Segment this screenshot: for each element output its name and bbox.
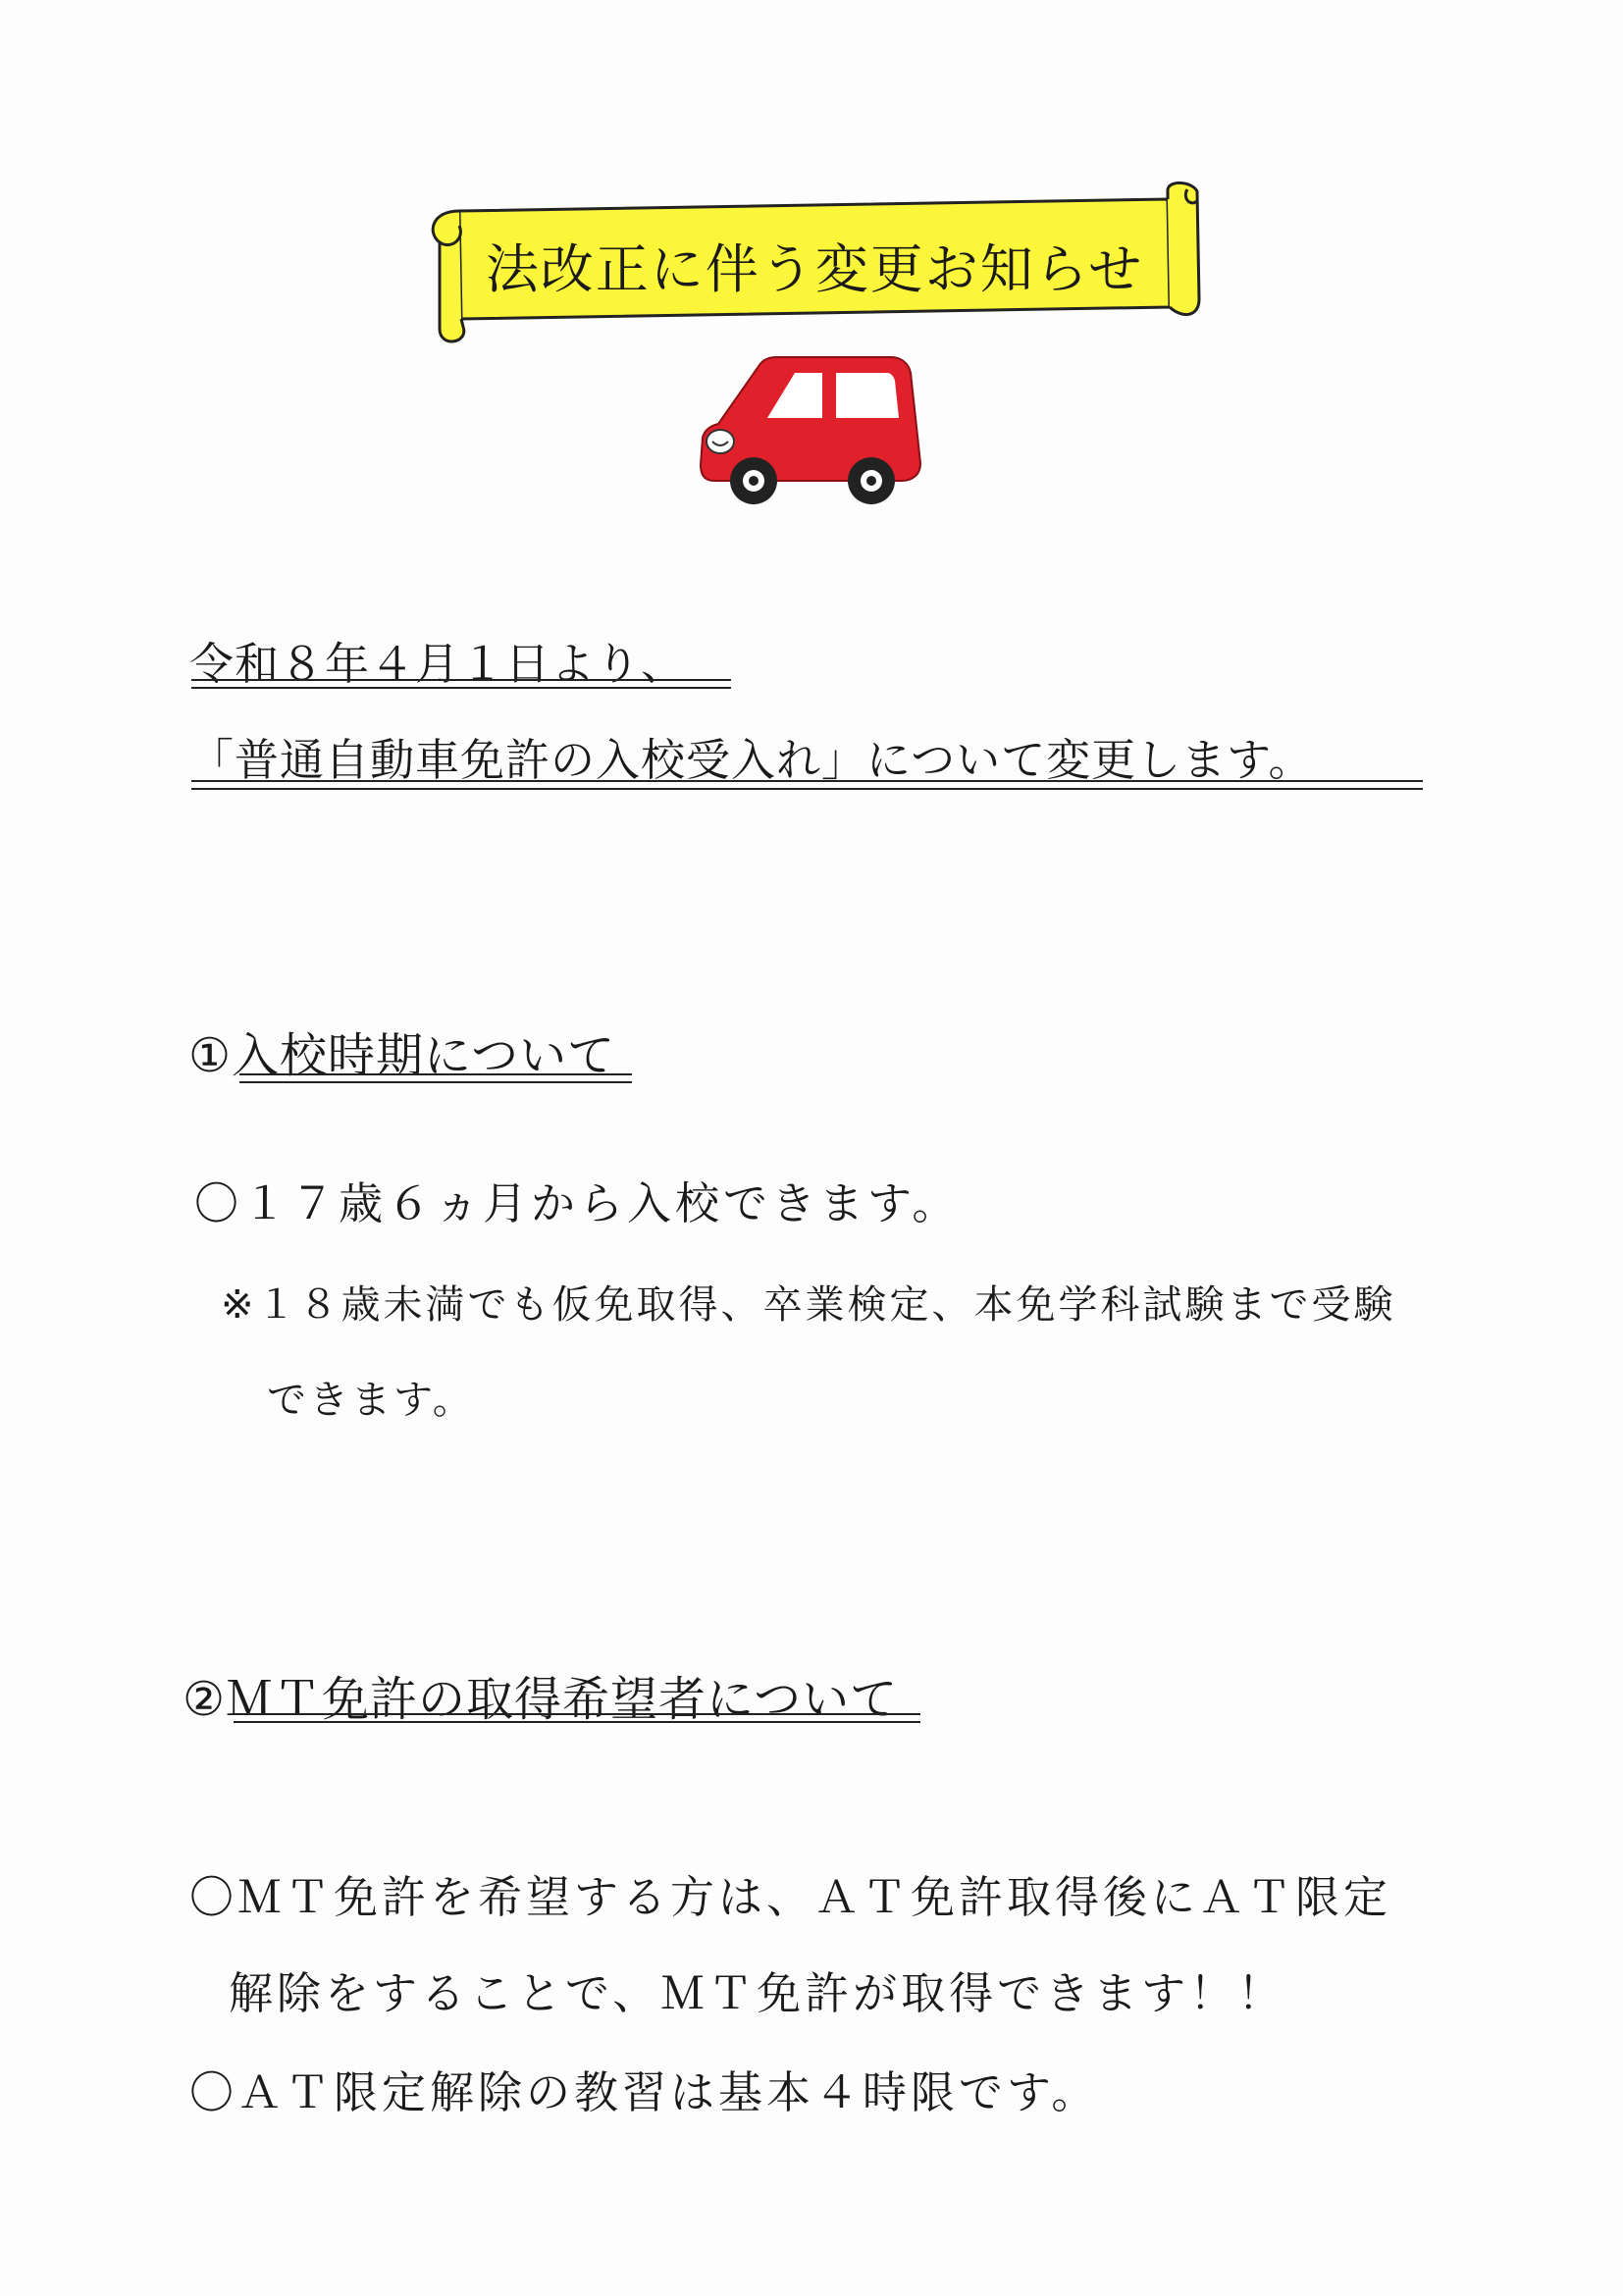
section-1-note-line-1: ※１８歳未満でも仮免取得、卒業検定、本免学科試験まで受験	[221, 1282, 1396, 1328]
intro-change-underline	[191, 780, 1423, 790]
section-1-underline	[239, 1073, 632, 1083]
intro-date-line: 令和８年４月１日より、	[189, 638, 687, 690]
section-2-line-2: 解除をすることで、ＭＴ免許が取得できます！！	[229, 1967, 1286, 2019]
section-1-line-1: 〇１７歳６ヵ月から入校できます。	[194, 1177, 961, 1229]
section-2-underline	[234, 1713, 920, 1723]
section-1-heading: ①入校時期について	[188, 1028, 616, 1083]
banner-title: 法改正に伴う変更お知らせ	[485, 237, 1144, 300]
intro-change-line: 「普通自動車免許の入校受入れ」について変更します。	[189, 734, 1314, 786]
car-icon	[699, 353, 926, 505]
title-banner	[422, 182, 1207, 348]
section-2-line-3: 〇ＡＴ限定解除の教習は基本４時限です。	[189, 2066, 1100, 2118]
section-2-line-1: 〇ＭＴ免許を希望する方は、ＡＴ免許取得後にＡＴ限定	[189, 1871, 1392, 1923]
intro-date-underline	[191, 679, 731, 689]
section-2-heading: ②ＭＴ免許の取得希望者について	[183, 1672, 899, 1727]
section-1-note-line-2: できます。	[267, 1378, 475, 1423]
